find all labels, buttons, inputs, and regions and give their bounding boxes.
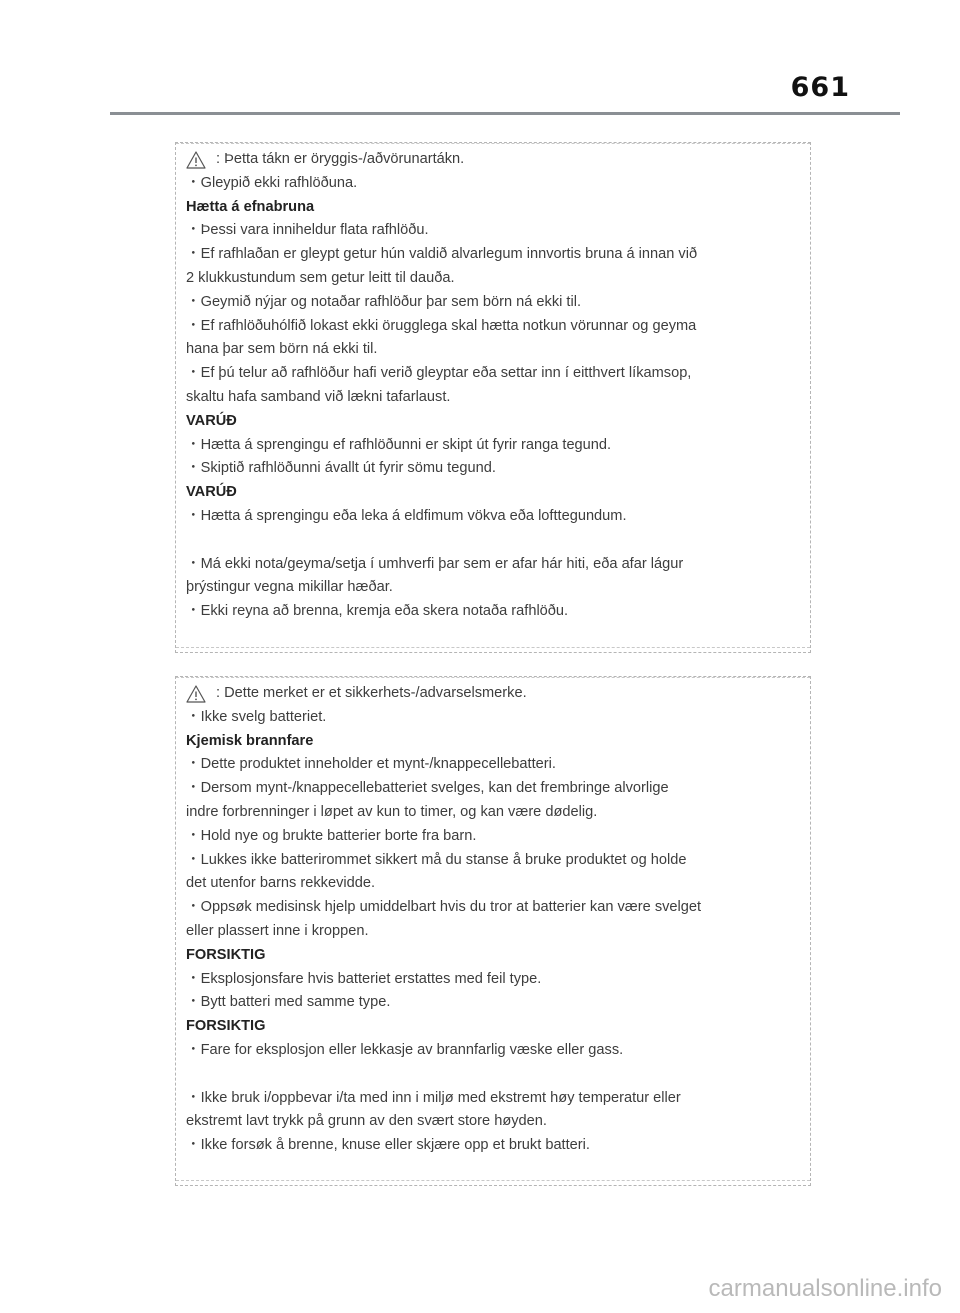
text-line: ・Ef rafhlöðuhólfið lokast ekki örugglega skal hætta notkun vörunnar og geyma — [186, 317, 697, 334]
text-line — [186, 682, 800, 706]
norwegian-lines — [186, 682, 800, 1158]
section-heading: VARÚÐ — [186, 484, 237, 501]
section-heading: Hætta á efnabruna — [186, 198, 315, 215]
text-line: indre forbrenninger i løpet av kun to timer, og kan være dødelig. — [186, 803, 598, 820]
text-line: ・Þessi vara inniheldur flata rafhlöðu. — [186, 222, 429, 239]
warning-triangle-icon — [186, 685, 206, 703]
warning-triangle-icon — [186, 151, 206, 169]
text-line: ・Hætta á sprengingu ef rafhlöðunni er skipt út fyrir ranga tegund. — [186, 436, 612, 453]
text-line: ・Ikke svelg batteriet. — [186, 708, 327, 725]
text-line: skaltu hafa samband við lækni tafarlaust. — [186, 388, 451, 405]
text-line: det utenfor barns rekkevidde. — [186, 875, 376, 892]
page-number: 661 — [790, 72, 850, 103]
norwegian-warning-box — [175, 676, 811, 1186]
text-line — [186, 148, 800, 172]
warning-symbol-caption: : Þetta tákn er öryggis-/aðvörunartákn. — [216, 151, 465, 167]
text-line: ・Bytt batteri med samme type. — [186, 994, 391, 1011]
text-line: hana þar sem börn ná ekki til. — [186, 341, 378, 358]
text-line: ・Ef rafhlaðan er gleypt getur hún valdið alvarlegum innvortis bruna á innan við — [186, 246, 698, 263]
text-line: ・Dersom mynt-/knappecellebatteriet svelges, kan det frembringe alvorlige — [186, 780, 669, 797]
text-line: ・Ef þú telur að rafhlöður hafi verið gleyptar eða settar inn í eitthvert líkamsop, — [186, 365, 692, 382]
text-line: ・Dette produktet inneholder et mynt-/knappecellebatteri. — [186, 756, 556, 773]
text-line: 2 klukkustundum sem getur leitt til dauða. — [186, 269, 455, 286]
text-line: ・Ekki reyna að brenna, kremja eða skera notaða rafhlöðu. — [186, 603, 569, 620]
text-line — [186, 529, 800, 553]
text-line: eller plassert inne i kroppen. — [186, 922, 369, 939]
text-line: ・Eksplosjonsfare hvis batteriet erstattes med feil type. — [186, 970, 542, 987]
text-line — [186, 1063, 800, 1087]
text-line: ・Ikke bruk i/oppbevar i/ta med inn i miljø med ekstremt høy temperatur eller — [186, 1089, 681, 1106]
text-line: ・Hold nye og brukte batterier borte fra barn. — [186, 827, 477, 844]
text-line: ・Má ekki nota/geyma/setja í umhverfi þar sem er afar hár hiti, eða afar lágur — [186, 555, 684, 572]
warning-symbol-caption: : Dette merket er et sikkerhets-/advarselsmerke. — [216, 685, 527, 701]
text-line: ・Gleypið ekki rafhlöðuna. — [186, 174, 358, 191]
header-rule — [110, 112, 900, 115]
text-line: ・Fare for eksplosjon eller lekkasje av brannfarlig væske eller gass. — [186, 1041, 624, 1058]
watermark: carmanualsonline.info — [708, 1275, 942, 1302]
text-line: ・Skiptið rafhlöðunni ávallt út fyrir sömu tegund. — [186, 460, 496, 477]
text-line: þrýstingur vegna mikillar hæðar. — [186, 579, 393, 596]
box-bottom-rule — [176, 1180, 810, 1181]
text-line: ・Ikke forsøk å brenne, knuse eller skjære opp et brukt batteri. — [186, 1137, 590, 1154]
box-bottom-rule — [176, 647, 810, 648]
text-line: ekstremt lavt trykk på grunn av den svært store høyden. — [186, 1113, 547, 1130]
icelandic-lines — [186, 148, 800, 624]
section-heading: Kjemisk brannfare — [186, 732, 314, 749]
section-heading: FORSIKTIG — [186, 946, 266, 963]
text-line: ・Lukkes ikke batterirommet sikkert må du stanse å bruke produktet og holde — [186, 851, 687, 868]
text-line: ・Hætta á sprengingu eða leka á eldfimum vökva eða lofttegundum. — [186, 507, 627, 524]
text-line: ・Oppsøk medisinsk hjelp umiddelbart hvis du tror at batterier kan være svelget — [186, 899, 702, 916]
icelandic-warning-box — [175, 142, 811, 653]
text-line: ・Geymið nýjar og notaðar rafhlöður þar sem börn ná ekki til. — [186, 293, 582, 310]
section-heading: VARÚÐ — [186, 412, 237, 429]
section-heading: FORSIKTIG — [186, 1018, 266, 1035]
